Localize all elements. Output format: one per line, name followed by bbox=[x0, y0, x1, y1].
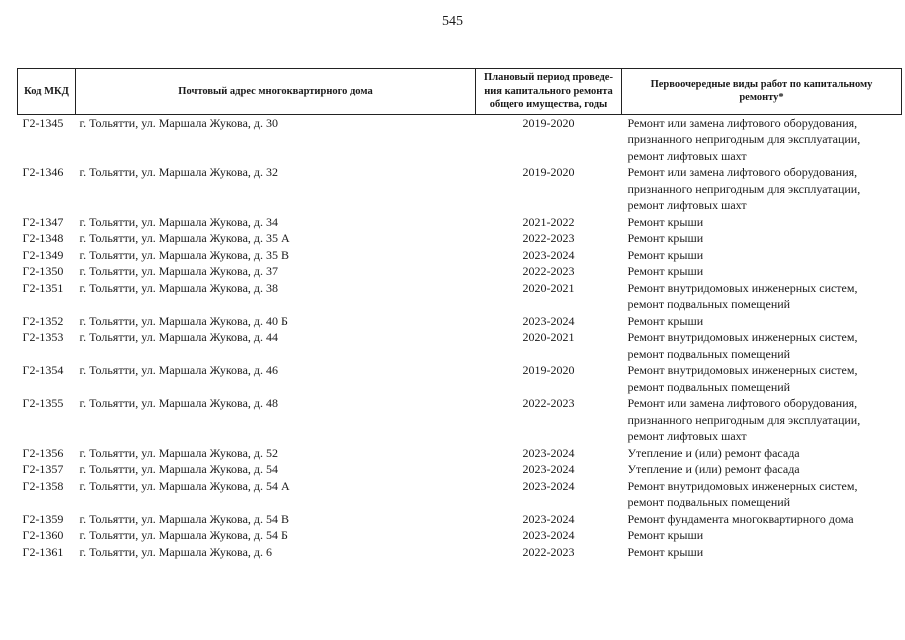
work-item: признанного непригодным для эксплуатации, bbox=[627, 181, 861, 196]
row-address: г. Тольятти, ул. Маршала Жукова, д. 40 Б bbox=[79, 313, 288, 328]
table-row bbox=[18, 114, 902, 164]
work-item: Ремонт фундамента многоквартирного дома bbox=[627, 511, 854, 526]
row-period: 2023-2024 bbox=[522, 445, 575, 460]
work-item: ремонт лифтовых шахт bbox=[627, 198, 747, 213]
work-item: признанного непригодным для эксплуатации, bbox=[627, 132, 861, 147]
row-address: г. Тольятти, ул. Маршала Жукова, д. 30 bbox=[79, 115, 278, 130]
row-code: Г2-1359 bbox=[22, 511, 64, 526]
row-code: Г2-1347 bbox=[22, 214, 64, 229]
work-item: Утепление и (или) ремонт фасада bbox=[627, 445, 800, 460]
row-period: 2020-2021 bbox=[522, 280, 575, 295]
row-period: 2019-2020 bbox=[522, 115, 575, 130]
row-code: Г2-1346 bbox=[22, 165, 64, 180]
work-item: Ремонт крыши bbox=[627, 528, 704, 543]
row-code: Г2-1350 bbox=[22, 264, 64, 279]
row-works bbox=[622, 511, 902, 528]
row-address: г. Тольятти, ул. Маршала Жукова, д. 48 bbox=[79, 396, 278, 411]
row-works bbox=[622, 280, 902, 313]
table-row bbox=[18, 362, 902, 395]
table-row bbox=[18, 230, 902, 247]
row-works bbox=[622, 114, 902, 164]
table-row bbox=[18, 214, 902, 231]
table-row bbox=[18, 247, 902, 264]
work-item: Ремонт крыши bbox=[627, 264, 704, 279]
row-address: г. Тольятти, ул. Маршала Жукова, д. 35 В bbox=[79, 247, 290, 262]
row-code: Г2-1352 bbox=[22, 313, 64, 328]
work-item: Ремонт крыши bbox=[627, 247, 704, 262]
table-row bbox=[18, 313, 902, 330]
table-row bbox=[18, 329, 902, 362]
row-works bbox=[622, 362, 902, 395]
row-period: 2022-2023 bbox=[522, 264, 575, 279]
table-header-row bbox=[18, 69, 902, 115]
table-row bbox=[18, 263, 902, 280]
row-code: Г2-1361 bbox=[22, 544, 64, 559]
work-item: Ремонт крыши bbox=[627, 544, 704, 559]
table-row bbox=[18, 395, 902, 445]
row-period: 2022-2023 bbox=[522, 396, 575, 411]
row-works bbox=[622, 313, 902, 330]
header-period-line: общего имущества, годы bbox=[489, 99, 608, 111]
row-address: г. Тольятти, ул. Маршала Жукова, д. 34 bbox=[79, 214, 278, 229]
table-row bbox=[18, 527, 902, 544]
row-address: г. Тольятти, ул. Маршала Жукова, д. 54 В bbox=[79, 511, 290, 526]
work-item: Ремонт или замена лифтового оборудования, bbox=[627, 115, 858, 130]
row-works bbox=[622, 230, 902, 247]
work-item: Ремонт крыши bbox=[627, 313, 704, 328]
row-code: Г2-1353 bbox=[22, 330, 64, 345]
row-period: 2020-2021 bbox=[522, 330, 575, 345]
row-address: г. Тольятти, ул. Маршала Жукова, д. 54 Б bbox=[79, 528, 288, 543]
row-period: 2022-2023 bbox=[522, 544, 575, 559]
header-works-line: ремонту* bbox=[739, 92, 784, 104]
row-period: 2023-2024 bbox=[522, 462, 575, 477]
row-works bbox=[622, 395, 902, 445]
row-works bbox=[622, 478, 902, 511]
row-code: Г2-1357 bbox=[22, 462, 64, 477]
work-item: Ремонт крыши bbox=[627, 214, 704, 229]
work-item: ремонт подвальных помещений bbox=[627, 346, 791, 361]
row-works bbox=[622, 263, 902, 280]
work-item: Ремонт внутридомовых инженерных систем, bbox=[627, 478, 858, 493]
row-address: г. Тольятти, ул. Маршала Жукова, д. 54 А bbox=[79, 478, 290, 493]
row-address: г. Тольятти, ул. Маршала Жукова, д. 38 bbox=[79, 280, 278, 295]
work-item: Ремонт внутридомовых инженерных систем, bbox=[627, 330, 858, 345]
row-code: Г2-1349 bbox=[22, 247, 64, 262]
table-row bbox=[18, 478, 902, 511]
row-address: г. Тольятти, ул. Маршала Жукова, д. 35 А bbox=[79, 231, 290, 246]
row-code: Г2-1355 bbox=[22, 396, 64, 411]
row-period: 2023-2024 bbox=[522, 478, 575, 493]
table-row bbox=[18, 445, 902, 462]
work-item: Ремонт внутридомовых инженерных систем, bbox=[627, 363, 858, 378]
work-item: ремонт подвальных помещений bbox=[627, 297, 791, 312]
table-row bbox=[18, 511, 902, 528]
row-period: 2023-2024 bbox=[522, 511, 575, 526]
row-address: г. Тольятти, ул. Маршала Жукова, д. 32 bbox=[79, 165, 278, 180]
work-item: ремонт подвальных помещений bbox=[627, 379, 791, 394]
header-period bbox=[476, 69, 622, 115]
row-period: 2022-2023 bbox=[522, 231, 575, 246]
row-period: 2021-2022 bbox=[522, 214, 575, 229]
row-address: г. Тольятти, ул. Маршала Жукова, д. 54 bbox=[79, 462, 278, 477]
row-address: г. Тольятти, ул. Маршала Жукова, д. 44 bbox=[79, 330, 278, 345]
header-code: Код МКД bbox=[18, 69, 76, 115]
table-row bbox=[18, 544, 902, 561]
header-works bbox=[622, 69, 902, 115]
row-code: Г2-1356 bbox=[22, 445, 64, 460]
header-works-line: Первоочередные виды работ по капитальному bbox=[650, 78, 873, 90]
row-works bbox=[622, 247, 902, 264]
page-number: 545 bbox=[442, 14, 463, 29]
work-item: ремонт подвальных помещений bbox=[627, 495, 791, 510]
header-period-line: Плановый период проведе- bbox=[484, 72, 613, 83]
row-code: Г2-1354 bbox=[22, 363, 64, 378]
header-period-line: ния капитального ремонта bbox=[484, 85, 613, 97]
row-period: 2019-2020 bbox=[522, 363, 575, 378]
table-row bbox=[18, 164, 902, 214]
row-code: Г2-1360 bbox=[22, 528, 64, 543]
row-address: г. Тольятти, ул. Маршала Жукова, д. 46 bbox=[79, 363, 278, 378]
row-works bbox=[622, 329, 902, 362]
work-item: Ремонт или замена лифтового оборудования, bbox=[627, 396, 858, 411]
row-works bbox=[622, 461, 902, 478]
work-item: признанного непригодным для эксплуатации, bbox=[627, 412, 861, 427]
row-period: 2023-2024 bbox=[522, 528, 575, 543]
row-period: 2019-2020 bbox=[522, 165, 575, 180]
work-item: Ремонт крыши bbox=[627, 231, 704, 246]
table-row bbox=[18, 280, 902, 313]
row-address: г. Тольятти, ул. Маршала Жукова, д. 52 bbox=[79, 445, 278, 460]
row-address: г. Тольятти, ул. Маршала Жукова, д. 6 bbox=[79, 544, 272, 559]
header-address: Почтовый адрес многоквартирного дома bbox=[76, 69, 476, 115]
work-item: ремонт лифтовых шахт bbox=[627, 148, 747, 163]
row-works bbox=[622, 544, 902, 561]
row-works bbox=[622, 164, 902, 214]
work-item: Ремонт внутридомовых инженерных систем, bbox=[627, 280, 858, 295]
capital-repair-table bbox=[17, 68, 902, 560]
row-code: Г2-1358 bbox=[22, 478, 64, 493]
table-row bbox=[18, 461, 902, 478]
table-body bbox=[18, 114, 902, 560]
row-address: г. Тольятти, ул. Маршала Жукова, д. 37 bbox=[79, 264, 278, 279]
row-period: 2023-2024 bbox=[522, 247, 575, 262]
row-period: 2023-2024 bbox=[522, 313, 575, 328]
row-works bbox=[622, 445, 902, 462]
row-code: Г2-1345 bbox=[22, 115, 64, 130]
work-item: ремонт лифтовых шахт bbox=[627, 429, 747, 444]
row-works bbox=[622, 214, 902, 231]
row-works bbox=[622, 527, 902, 544]
row-code: Г2-1348 bbox=[22, 231, 64, 246]
work-item: Ремонт или замена лифтового оборудования, bbox=[627, 165, 858, 180]
row-code: Г2-1351 bbox=[22, 280, 64, 295]
work-item: Утепление и (или) ремонт фасада bbox=[627, 462, 800, 477]
